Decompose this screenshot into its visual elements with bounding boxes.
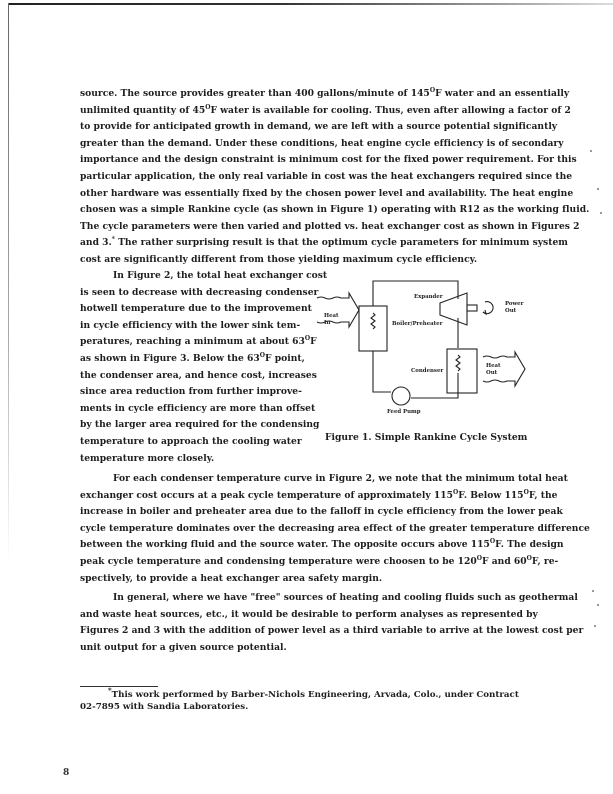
paragraph-figure2-discussion [80,268,327,467]
text-line: importance and the design constraint is minimum cost for the fixed power requirement. For this [80,154,577,166]
condenser-coil-icon [456,355,460,371]
text-line: particular application, the only real variable in cost was the heat exchangers required since the [80,170,573,182]
footnote-ref: * [111,236,115,244]
degree-mark: O [429,87,436,94]
text-line: temperature to approach the cooling water [80,435,302,447]
text-line: is seen to decrease with decreasing condenser [80,286,319,298]
text-line: cost are significantly different from those yielding maximum cycle efficiency. [80,253,478,265]
text-line: and waste heat sources, etc., it would be desirable to perform analyses as represented by [80,608,538,620]
text-line: by the larger area required for the condensing [80,419,320,431]
scan-speck [594,625,596,627]
text-line: and 3.* The rather surprising result is that the optimum cycle parameters for minimum system [80,236,568,249]
label-condenser: Condenser [411,368,444,374]
figure-caption: Figure 1. Simple Rankine Cycle System [325,432,528,443]
text-line: temperature more closely. [80,452,215,464]
degree-mark: O [526,554,532,562]
footnote-line-2: 02-7895 with Sandia Laboratories. [80,702,249,712]
pipe-boiler-to-pump [373,351,391,392]
text-line: unlimited quantity of $45^OF$ water is available for cooling. Thus, even after allowing a factor of 2 [80,103,571,116]
scan-speck [597,604,599,606]
figure-rankine-cycle-diagram [315,275,545,475]
scan-speck [600,212,602,214]
text-line: In Figure 2, the total heat exchanger cost [113,270,328,281]
label-power-out: Power Out [505,301,524,314]
label-feed-pump: Feed Pump [387,409,421,415]
text-line: The cycle parameters were then varied and plotted vs. heat exchanger cost as shown in Figures 2 [80,220,580,232]
footnote [80,686,519,713]
text-line: For each condenser temperature curve in Figure 2, we note that the minimum total heat [113,473,568,484]
text-line: peratures, reaching a minimum at about $63^OF$ [80,335,317,348]
text-line: unit output for a given source potential. [80,641,287,653]
text-line: other hardware was essentially fixed by the chosen power level and availability. The heat engine [80,187,574,199]
text-line: spectively, to provide a heat exchanger area safety margin. [80,572,383,584]
boiler-coil-icon [371,313,375,329]
label-boiler-preheater: Boiler/Preheater [392,321,443,327]
text-line: In general, where we have "free" sources of heating and cooling fluids such as geothermal [113,592,578,603]
paragraph-source-description [80,86,589,269]
scan-speck [592,590,594,592]
label-expander: Expander [414,294,443,300]
footnote-line-1: This work performed by Barber-Nichols Engineering, Arvada, Colo., under Contract [111,690,519,700]
text-line: greater than the demand. Under these conditions, heat engine cycle efficiency is of secondary [80,137,564,149]
degree-mark: O [205,103,211,111]
scan-speck [597,188,599,190]
degree-mark: O [259,351,266,359]
feed-pump-icon [392,387,410,405]
text-line: exchanger cost occurs at a peak cycle temperature of approximately $115^OF$. Below $115^OF$, the [80,488,558,501]
text-line: ments in cycle efficiency are more than offset [80,402,316,414]
text-line: to provide for anticipated growth in demand, we are left with a source potential significantly [80,121,558,133]
text-line: in cycle efficiency with the lower sink tem- [80,319,301,331]
power-out-icon [483,302,493,314]
text-line: peak cycle temperature and condensing temperature were choosen to be $120^OF$ and $60^OF$, re- [80,554,559,567]
text-line: chosen was a simple Rankine cycle (as shown in Figure 1) operating with R12 as the working fluid. [80,204,590,216]
text-line: between the working fluid and the source water. The opposite occurs above $115^OF$. The design [80,538,564,551]
degree-mark: O [476,554,483,562]
text-line: cycle temperature dominates over the decreasing area effect of the greater temperature difference [80,522,590,534]
expander-icon [440,293,467,325]
pipe-condenser-to-pump [411,373,458,398]
degree-mark: O [453,488,459,496]
condenser-box [447,349,477,393]
text-line: since area reduction from further improve- [80,386,302,398]
text-line: as shown in Figure 3. Below the $63^OF$ point, [80,351,305,364]
paragraph-general-conclusion [80,590,583,656]
text-line: hotwell temperature due to the improvement [80,303,312,315]
footnote-divider [80,686,158,687]
scan-speck [590,150,592,152]
page-scan-edge-left [8,3,9,563]
text-line: source. The source provides greater than 400 gallons/minute of $145^OF$ water and an essentially [80,87,570,99]
page-scan-edge-top [8,3,613,5]
text-line: increase in boiler and preheater area due to the falloff in cycle efficiency from the lower peak [80,506,563,518]
footnote-marker: * [108,686,112,695]
shaft-icon [467,305,477,311]
label-heat-in: Heat In [324,313,339,326]
text-line: the condenser area, and hence cost, increases [80,369,317,381]
text-line: Figures 2 and 3 with the addition of power level as a third variable to arrive at the lowest cost per [80,625,584,637]
label-heat-out: Heat Out [486,363,501,376]
degree-mark: O [523,488,529,496]
page-number: 8 [63,768,70,778]
paragraph-peak-temperature [80,471,590,587]
degree-mark: O [304,335,311,343]
degree-mark: O [489,538,496,546]
